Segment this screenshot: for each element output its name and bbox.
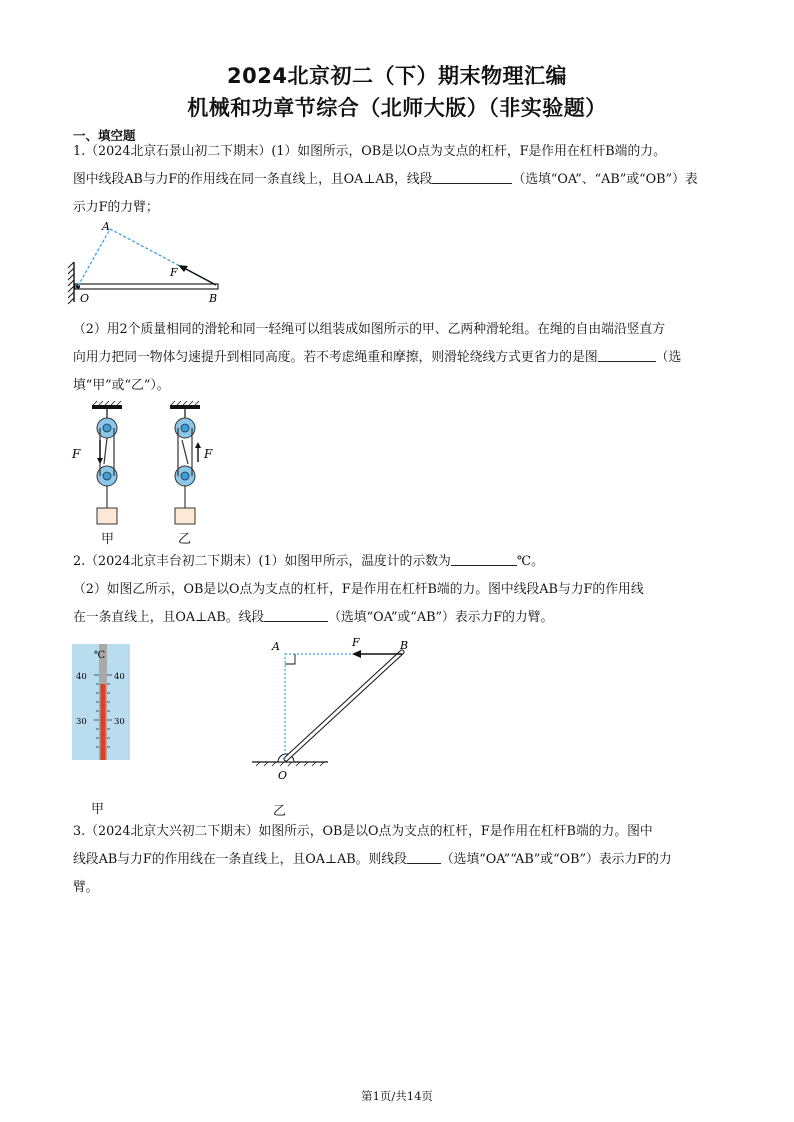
pulley-caption-left: 甲 — [101, 532, 115, 547]
section-heading: 一、填空题 — [73, 128, 136, 143]
q1-line-2-text-a: 图中线段AB与力F的作用线在同一条直线上，且OA⊥AB，线段 — [73, 172, 433, 187]
thermometer-caption: 甲 — [91, 802, 105, 817]
thermometer-mercury-column — [101, 684, 106, 760]
q1-lever-label-a: A — [102, 220, 110, 233]
lever-figure-q1 — [66, 220, 236, 310]
document-title-line1: 2024北京初二（下）期末物理汇编 — [227, 64, 567, 88]
thermometer-tick-30-left: 30 — [76, 717, 87, 727]
q3-line-2 — [73, 846, 723, 874]
q1-part2-line-2 — [73, 344, 723, 372]
q2-line-1-text-a: 2.（2024北京丰台初二下期末）(1）如图甲所示，温度计的示数为 — [73, 554, 451, 569]
lever-caption-q2: 乙 — [273, 804, 287, 819]
lever-figure-q2 — [248, 634, 428, 784]
document-title-line2: 机械和功章节综合（北师大版）（非实验题） — [187, 96, 607, 120]
q2-line-3-text-b: （选填“OA”或“AB”）表示力F的力臂。 — [328, 610, 554, 625]
q2-lever-label-b: B — [400, 639, 409, 652]
q2-line-3 — [73, 604, 723, 632]
q1-lever-label-o: O — [80, 292, 90, 305]
q2-line-3-text-a: 在一条直线上，且OA⊥AB。线段 — [73, 610, 265, 625]
q1-answer-blank-1[interactable] — [432, 169, 512, 184]
pulley-setup-jia — [71, 401, 122, 524]
pulley-figure — [66, 400, 236, 525]
thermometer-tick-40-left: 40 — [76, 672, 87, 682]
q2-line-1-text-b: ℃。 — [516, 554, 544, 569]
question-1-part-1 — [73, 138, 723, 222]
question-3 — [73, 818, 723, 902]
question-2 — [73, 548, 723, 632]
thermometer-unit: ℃ — [94, 650, 106, 661]
q2-answer-blank-2[interactable] — [264, 607, 328, 622]
q3-line-2-text-b: （选填“OA”“AB”或“OB”）表示力F的力 — [440, 852, 672, 867]
q1-lever-label-b: B — [209, 292, 218, 305]
pulley-caption-right: 乙 — [178, 532, 192, 547]
thermometer-figure — [72, 644, 130, 760]
q2-answer-blank-1[interactable] — [451, 551, 517, 566]
page-footer: 第1页/共14页 — [361, 1089, 433, 1103]
q3-answer-blank[interactable] — [407, 849, 441, 864]
thermometer-tick-40-right: 40 — [114, 672, 125, 682]
q2-line-2: （2）如图乙所示，OB是以O点为支点的杠杆，F是作用在杠杆B端的力。图中线段AB与力F的作用线 — [73, 582, 644, 597]
q1-part2-line-1: （2）用2个质量相同的滑轮和同一轻绳可以组装成如图所示的甲、乙两种滑轮组。在绳的自由端沿竖直方 — [73, 322, 666, 337]
pulley-force-label-left: F — [72, 447, 81, 461]
question-1-part-2 — [73, 316, 723, 400]
q2-lever-label-a: A — [272, 640, 280, 653]
q3-line-3: 臂。 — [73, 880, 99, 895]
q1-answer-blank-2[interactable] — [598, 347, 656, 362]
q2-lever-label-o: O — [278, 769, 288, 782]
q1-part2-line-2-text-a: 向用力把同一物体匀速提升到相同高度。若不考虑绳重和摩擦，则滑轮绕线方式更省力的是图 — [73, 350, 598, 365]
q1-line-3: 示力F的力臂； — [73, 200, 159, 215]
thermometer-tick-30-right: 30 — [114, 717, 125, 727]
q1-part2-line-2-text-b: （选 — [655, 350, 682, 365]
pulley-force-label-right: F — [204, 447, 213, 461]
q3-line-1: 3.（2024北京大兴初二下期末）如图所示，OB是以O点为支点的杠杆，F是作用在杠杆B端的力。图中 — [73, 824, 653, 839]
q2-lever-label-f: F — [352, 636, 360, 649]
pulley-setup-yi — [170, 401, 213, 524]
q1-line-2 — [73, 166, 723, 194]
q1-part2-line-3: 填“甲”或“乙”）。 — [73, 378, 170, 393]
q1-line-1: 1.（2024北京石景山初二下期末）(1）如图所示，OB是以O点为支点的杠杆，F是作用在杠杆B端的力。 — [73, 144, 666, 159]
q3-line-2-text-a: 线段AB与力F的作用线在一条直线上，且OA⊥AB。则线段 — [73, 852, 407, 867]
q1-line-2-text-b: （选填“OA”、“AB”或“OB”）表 — [512, 172, 698, 187]
q2-line-1 — [73, 548, 723, 576]
q1-lever-label-f: F — [170, 266, 178, 279]
